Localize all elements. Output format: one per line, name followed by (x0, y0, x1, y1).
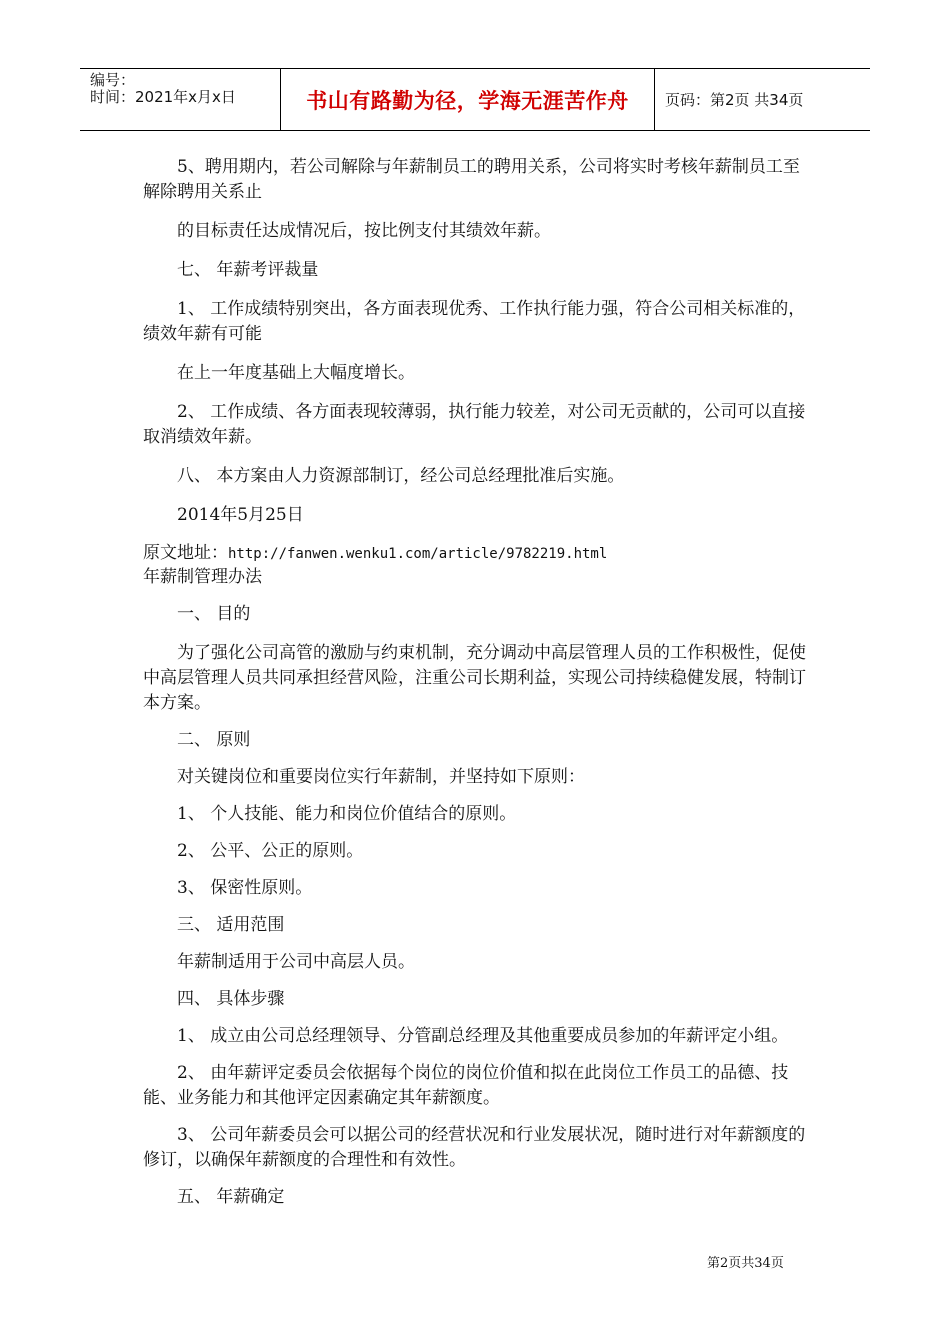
section-heading: 七、 年薪考评裁量 (177, 260, 319, 280)
document-date-label: 时间：2021年x月x日 (90, 88, 236, 106)
source-line (143, 542, 808, 565)
paragraph: 在上一年度基础上大幅度增长。 (177, 363, 415, 383)
paragraph: 为了强化公司高管的激励与约束机制，充分调动中高层管理人员的工作积极性，促使中高层管理人员共同承担经营风险，注重公司长期利益，实现公司持续稳健发展，特制订本方案。 (143, 643, 806, 713)
section-heading: 八、 本方案由人力资源部制订，经公司总经理批准后实施。 (177, 466, 625, 486)
section-heading: 四、 具体步骤 (177, 989, 285, 1009)
paragraph: 2、 工作成绩、各方面表现较薄弱，执行能力较差，对公司无贡献的，公司可以直接取消绩效年薪。 (143, 402, 806, 447)
source-label: 原文地址： (143, 543, 228, 563)
list-item: 3、 公司年薪委员会可以据公司的经营状况和行业发展状况，随时进行对年薪额度的修订，以确保年薪额度的合理性和有效性。 (143, 1125, 806, 1170)
paragraph: 5、聘用期内，若公司解除与年薪制员工的聘用关系，公司将实时考核年薪制员工至解除聘用关系止 (143, 157, 800, 202)
paragraph: 年薪制适用于公司中高层人员。 (177, 952, 415, 972)
section-heading: 一、 目的 (177, 604, 251, 624)
section-heading: 五、 年薪确定 (177, 1187, 285, 1207)
source-url-link[interactable]: http://fanwen.wenku1.com/article/9782219.html (228, 546, 608, 562)
date-line: 2014年5月25日 (177, 505, 304, 525)
list-item: 2、 公平、公正的原则。 (177, 841, 364, 861)
section-heading: 二、 原则 (177, 730, 251, 750)
footer-page-number: 第2页共34页 (707, 1256, 784, 1271)
motto-text: 书山有路勤为径，学海无涯苦作舟 (306, 88, 629, 113)
header-meta-cell (80, 69, 281, 130)
paragraph: 1、 工作成绩特别突出，各方面表现优秀、工作执行能力强，符合公司相关标准的，绩效年薪有可能 (143, 299, 806, 344)
list-item: 3、 保密性原则。 (177, 878, 313, 898)
header-page-info: 页码：第2页 共34页 (665, 91, 804, 109)
document-title: 年薪制管理办法 (143, 567, 262, 587)
document-body (143, 155, 808, 1210)
header-motto-cell (281, 69, 655, 130)
document-number-label: 编号： (90, 71, 136, 89)
page-footer (707, 1252, 784, 1271)
paragraph: 对关键岗位和重要岗位实行年薪制，并坚持如下原则： (177, 767, 585, 787)
page-header (80, 68, 870, 131)
header-page-cell (655, 69, 870, 130)
list-item: 2、 由年薪评定委员会依据每个岗位的岗位价值和拟在此岗位工作员工的品德、技能、业务能力和其他评定因素确定其年薪额度。 (143, 1063, 789, 1108)
paragraph: 的目标责任达成情况后，按比例支付其绩效年薪。 (177, 221, 551, 241)
section-heading: 三、 适用范围 (177, 915, 285, 935)
list-item: 1、 成立由公司总经理领导、分管副总经理及其他重要成员参加的年薪评定小组。 (177, 1026, 789, 1046)
list-item: 1、 个人技能、能力和岗位价值结合的原则。 (177, 804, 517, 824)
